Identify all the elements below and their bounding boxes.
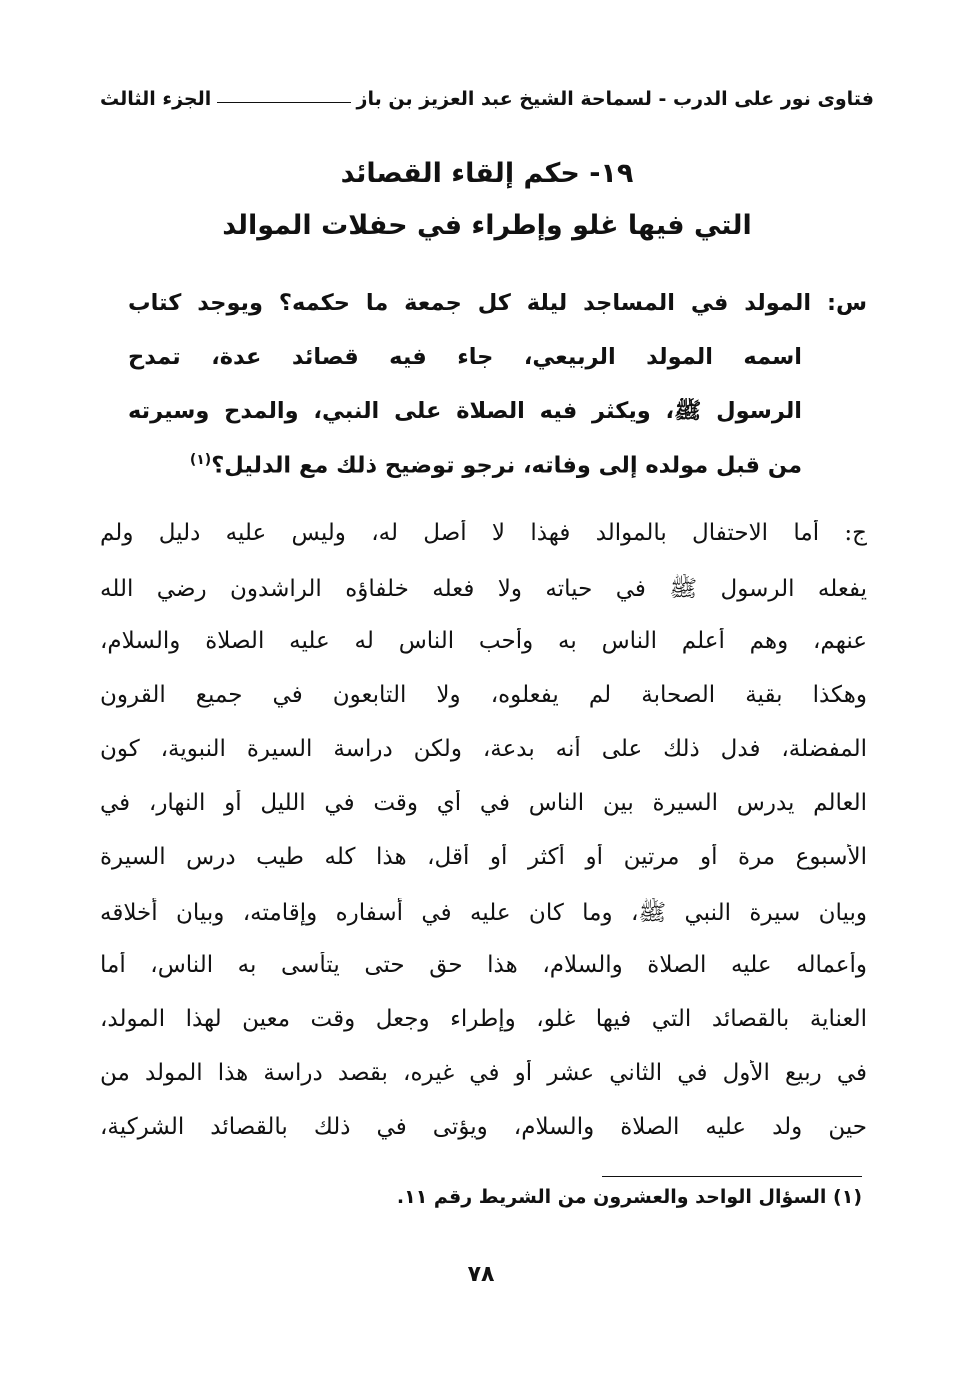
question-line: اسمه المولد الربيعي، جاء فيه قصائد عدة، تمدح: [128, 344, 802, 370]
running-header: [100, 88, 874, 110]
answer-line: في ربيع الأول في الثاني عشر أو في غيره، بقصد دراسة هذا المولد من: [100, 1060, 867, 1086]
answer-line: وبيان سيرة النبي ﷺ، وما كان عليه في أسفاره وإقامته، وبيان أخلاقه: [100, 900, 867, 926]
page-number: ٧٨: [467, 1262, 495, 1287]
header-rule: [217, 102, 350, 103]
chapter-title: ١٩- حكم إلقاء القصائد: [340, 158, 634, 189]
question-line: [128, 452, 802, 504]
answer-line: الأسبوع مرة أو مرتين أو أكثر أو أقل، هذا كله طيب درس السيرة: [100, 844, 867, 870]
answer-line: يفعله الرسول ﷺ في حياته ولا فعله خلفاؤه الراشدون رضي الله: [100, 576, 867, 602]
answer-line: وهكذا بقية الصحابة لم يفعلوه، ولا التابعون في جميع القرون: [100, 682, 867, 708]
question-line: الرسول ﷺ، ويكثر فيه الصلاة على النبي، والمدح وسيرته: [128, 398, 802, 424]
answer-line: المفضلة، فدل ذلك على أنه بدعة، ولكن دراسة السيرة النبوية، كون: [100, 736, 867, 762]
answer-line: العناية بالقصائد التي فيها غلو، وإطراء وجعل وقت معين لهذا المولد،: [100, 1006, 867, 1032]
answer-line: حين ولد عليه الصلاة والسلام، ويؤتى في ذلك بالقصائد الشركية،: [100, 1114, 867, 1140]
chapter-subtitle: التي فيها غلو وإطراء في حفلات الموالد: [222, 210, 752, 241]
answer-line: العالم يدرس السيرة بين الناس في أي وقت في الليل أو النهار، في: [100, 790, 867, 816]
footnote-marker: (١): [189, 452, 212, 468]
answer-line: وأعماله عليه الصلاة والسلام، هذا حق حتى يتأسى به الناس، أما: [100, 952, 867, 978]
footnote: (١) السؤال الواحد والعشرون من الشريط رقم ١١.: [396, 1186, 862, 1208]
header-book-title: فتاوى نور على الدرب - لسماحة الشيخ عبد العزيز بن باز: [356, 88, 874, 110]
answer-line: عنهم، وهم أعلم الناس به وأحب الناس له عليه الصلاة والسلام،: [100, 628, 867, 654]
answer-line: ج: أما الاحتفال بالموالد فهذا لا أصل له، وليس عليه دليل ولم: [100, 520, 867, 546]
question-line: س: المولد في المساجد ليلة كل جمعة ما حكمه؟ ويوجد كتاب: [128, 290, 867, 316]
question-last-text: من قبل مولده إلى وفاته، نرجو توضيح ذلك مع الدليل؟: [211, 452, 802, 479]
footnote-separator: [602, 1176, 862, 1177]
header-part: الجزء الثالث: [100, 88, 212, 110]
